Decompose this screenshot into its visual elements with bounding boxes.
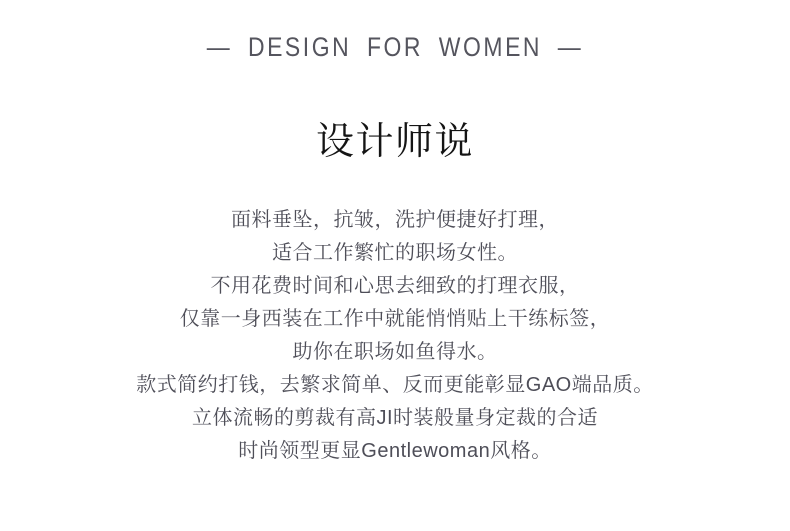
description-line-5: 助你在职场如鱼得水。 [292, 341, 498, 363]
description-line-6: 款式简约打钱，去繁求简单、反而更能彰显GAO端品质。 [136, 374, 654, 396]
description-line-4: 仅靠一身西装在工作中就能悄悄贴上干练标签， [179, 308, 611, 330]
description-line-7: 立体流畅的剪裁有高JI时装般量身定裁的合适 [191, 407, 599, 429]
description-line-2: 适合工作繁忙的职场女性。 [272, 242, 518, 264]
description-line-3: 不用花费时间和心思去细致的打理衣服， [210, 275, 580, 297]
description-block [0, 204, 790, 468]
section-title: 设计师说 [315, 121, 474, 163]
description-line-1: 面料垂坠，抗皱，洗护便捷好打理， [231, 209, 559, 231]
eyebrow-heading: — DESIGN FOR WOMEN — [206, 32, 584, 62]
description-line-8: 时尚领型更显Gentlewoman风格。 [238, 440, 552, 462]
